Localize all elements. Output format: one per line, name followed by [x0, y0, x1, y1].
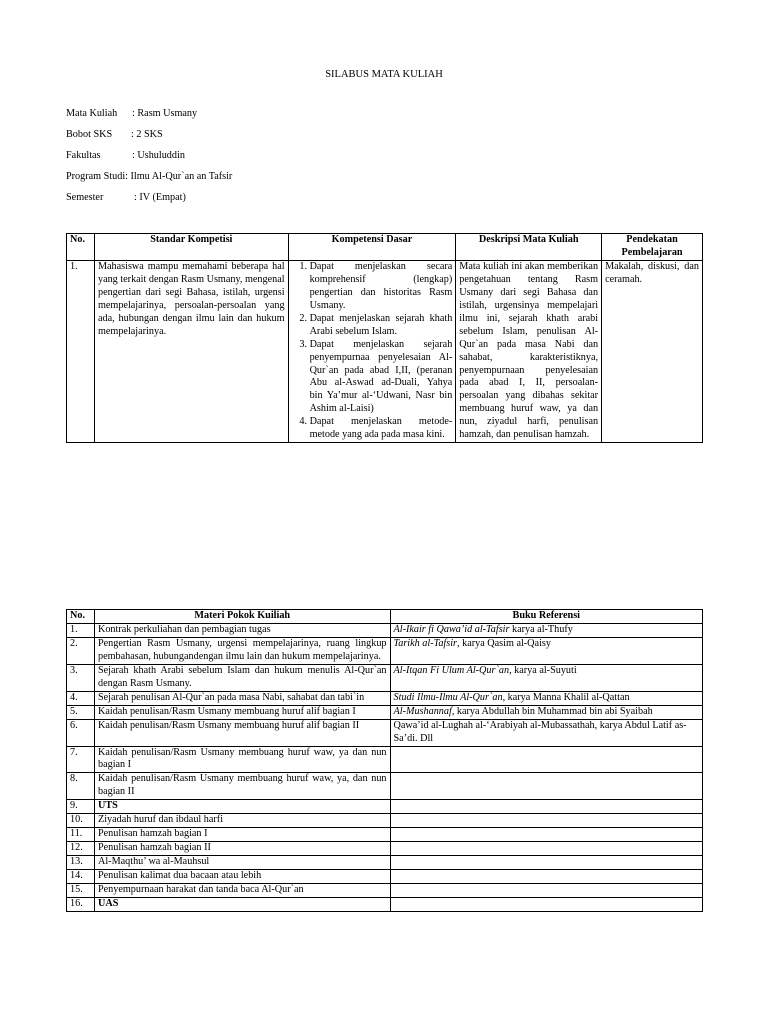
row-materi: Pengertian Rasm Usmany, urgensi mempelajarinya, ruang lingkup pembahasan, hubungandengan ilmu lain dan hukum mempelajarinya. — [94, 637, 390, 664]
header-buku: Buku Referensi — [390, 610, 702, 624]
kompetensi-list — [292, 261, 453, 442]
row-no: 14. — [67, 870, 95, 884]
info-label: Mata Kuliah — [66, 108, 118, 119]
row-buku — [390, 746, 702, 773]
book-title: Al-Ikair fi Qawa’id al-Tafsir — [393, 623, 510, 635]
row-no: 1. — [67, 260, 95, 442]
row-materi: Kaidah penulisan/Rasm Usmany membuang huruf waw, ya, dan nun bagian II — [94, 773, 390, 800]
book-author: , karya al-Suyuti — [509, 664, 577, 676]
table-row — [67, 884, 703, 898]
row-materi: Penulisan hamzah bagian II — [94, 842, 390, 856]
row-buku — [390, 705, 702, 719]
row-standar: Mahasiswa mampu memahami beberapa hal yang terkait dengan Rasm Usmany, mengenal pengertian dari segi Bahasa, istilah, urgensi mempelajarinya, persoalan-persoalan yang ada, hubungan dengan ilmu lain dan hukum mempelajarinya. — [94, 260, 288, 442]
row-no: 16. — [67, 898, 95, 912]
row-no: 9. — [67, 800, 95, 814]
info-label: Bobot SKS — [66, 129, 113, 140]
list-item: 1. Dapat menjelaskan secara komprehensif (lengkap) pengertian dan historitas Rasm Usmany. — [310, 261, 453, 313]
table-row — [67, 719, 703, 746]
info-value: : IV (Empat) — [134, 192, 186, 203]
header-deskripsi: Deskripsi Mata Kuliah — [456, 234, 602, 261]
row-buku — [390, 870, 702, 884]
list-item: 2. Dapat menjelaskan sejarah khath Arabi sebelum Islam. — [310, 313, 453, 339]
row-materi: Penulisan hamzah bagian I — [94, 828, 390, 842]
row-no: 3. — [67, 664, 95, 691]
table-header-row — [67, 610, 703, 624]
table-row — [67, 664, 703, 691]
row-materi: Kontrak perkuliahan dan pembagian tugas — [94, 623, 390, 637]
row-deskripsi: Mata kuliah ini akan memberikan pengetahuan tentang Rasm Usmany dari segi Bahasa dan istilah, urgensinya mempelajari ilmu ini, sejarah khath arabi sebelum Islam, penulisan Al-Qur`an pada masa Nabi dan sahabat, karakteristiknya, penyempurnaan penyelesaian pada abad I, II, persoalan-persoalan yang dibahas sekitar membuang huruf waw, ya dan nun, ziyadul harfi, penulisan hamzah, dan penulisan hamzah. — [456, 260, 602, 442]
table-row — [67, 800, 703, 814]
row-no: 5. — [67, 705, 95, 719]
materials-table — [66, 609, 703, 912]
table-row — [67, 870, 703, 884]
info-row-credits — [66, 129, 232, 150]
row-no: 12. — [67, 842, 95, 856]
row-no: 15. — [67, 884, 95, 898]
book-title: Al-Mushannaf — [393, 705, 452, 717]
row-no: 11. — [67, 828, 95, 842]
row-materi: Sejarah khath Arabi sebelum Islam dan hukum menulis Al-Qur`an dengan Rasm Usmany. — [94, 664, 390, 691]
info-value: : Rasm Usmany — [132, 108, 198, 119]
info-label: Fakultas — [66, 150, 101, 161]
row-no: 10. — [67, 814, 95, 828]
row-no: 6. — [67, 719, 95, 746]
row-materi: Sejarah penulisan Al-Qur`an pada masa Nabi, sahabat dan tabi`in — [94, 691, 390, 705]
table-row — [67, 705, 703, 719]
row-no: 13. — [67, 856, 95, 870]
row-buku — [390, 691, 702, 705]
book-title: Tarikh al-Tafsir — [393, 637, 458, 649]
info-row-faculty — [66, 150, 232, 171]
materials-body — [67, 623, 703, 911]
header-no: No. — [67, 234, 95, 261]
table-row — [67, 260, 703, 442]
header-materi: Materi Pokok Kuiliah — [94, 610, 390, 624]
row-buku — [390, 719, 702, 746]
info-label: Semester — [66, 192, 104, 203]
row-no: 8. — [67, 773, 95, 800]
row-buku — [390, 800, 702, 814]
row-buku — [390, 898, 702, 912]
info-row-course — [66, 108, 232, 129]
table-row — [67, 773, 703, 800]
row-materi: Kaidah penulisan/Rasm Usmany membuang huruf alif bagian I — [94, 705, 390, 719]
row-buku — [390, 664, 702, 691]
row-buku — [390, 773, 702, 800]
table-row — [67, 814, 703, 828]
table-row — [67, 898, 703, 912]
info-row-semester — [66, 192, 232, 213]
header-kompetensi: Kompetensi Dasar — [288, 234, 456, 261]
header-standar: Standar Kompetisi — [94, 234, 288, 261]
book-title: Al-Itqan Fi Ulum Al-Qur`an — [393, 664, 510, 676]
row-materi: Ziyadah huruf dan ibdaul harfi — [94, 814, 390, 828]
table-row — [67, 691, 703, 705]
row-pendekatan: Makalah, diskusi, dan ceramah. — [602, 260, 703, 442]
table-row — [67, 842, 703, 856]
info-value: : Ilmu Al-Qur`an an Tafsir — [125, 171, 233, 182]
info-value: : Ushuluddin — [132, 150, 185, 161]
row-materi: Penyempurnaan harakat dan tanda baca Al-Qur`an — [94, 884, 390, 898]
course-info — [66, 108, 232, 213]
book-author: , karya Qasim al-Qaisy — [457, 637, 551, 649]
row-buku — [390, 814, 702, 828]
row-materi: Kaidah penulisan/Rasm Usmany membuang huruf alif bagian II — [94, 719, 390, 746]
row-no: 1. — [67, 623, 95, 637]
info-row-program — [66, 171, 232, 192]
table-row — [67, 623, 703, 637]
list-item: 3. Dapat menjelaskan sejarah penyempurnaa penyelesaian Al-Qur`an pada abad I,II, (peranan Abu al-Aswad ad-Duali, Yahya bin Ya’mur al-‘Udwani, Nasr bin Ashim al-Laisi) — [310, 339, 453, 417]
row-materi: UAS — [94, 898, 390, 912]
book-author: , karya Manna Khalil al-Qattan — [502, 691, 630, 703]
row-materi: Kaidah penulisan/Rasm Usmany membuang huruf waw, ya dan nun bagian I — [94, 746, 390, 773]
book-author: , karya Abdullah bin Muhammad bin abi Syaibah — [451, 705, 653, 717]
row-no: 7. — [67, 746, 95, 773]
table-row — [67, 856, 703, 870]
header-no: No. — [67, 610, 95, 624]
info-label: Program Studi — [66, 171, 126, 182]
row-buku — [390, 842, 702, 856]
row-buku — [390, 637, 702, 664]
book-author: karya al-Thufy — [509, 623, 573, 635]
row-no: 4. — [67, 691, 95, 705]
table-row — [67, 746, 703, 773]
competency-table — [66, 233, 703, 443]
table-row — [67, 828, 703, 842]
book-author: Qawa’id al-Lughah al-‘Arabiyah al-Mubassathah, karya Abdul Latif as-Sa’di. Dll — [393, 719, 687, 744]
book-title: Studi Ilmu-Ilmu Al-Qur`an — [393, 691, 503, 703]
row-materi: Al-Maqthu’ wa al-Mauhsul — [94, 856, 390, 870]
table-header-row — [67, 234, 703, 261]
header-pendekatan: Pendekatan Pembelajaran — [602, 234, 703, 261]
row-buku — [390, 856, 702, 870]
row-buku — [390, 828, 702, 842]
row-materi: Penulisan kalimat dua bacaan atau lebih — [94, 870, 390, 884]
row-kompetensi — [288, 260, 456, 442]
table-row — [67, 637, 703, 664]
info-value: : 2 SKS — [131, 129, 163, 140]
row-buku — [390, 623, 702, 637]
document-title: SILABUS MATA KULIAH — [325, 69, 443, 80]
list-item: 4. Dapat menjelaskan metode-metode yang ada pada masa kini. — [310, 416, 453, 442]
row-no: 2. — [67, 637, 95, 664]
row-materi: UTS — [94, 800, 390, 814]
row-buku — [390, 884, 702, 898]
